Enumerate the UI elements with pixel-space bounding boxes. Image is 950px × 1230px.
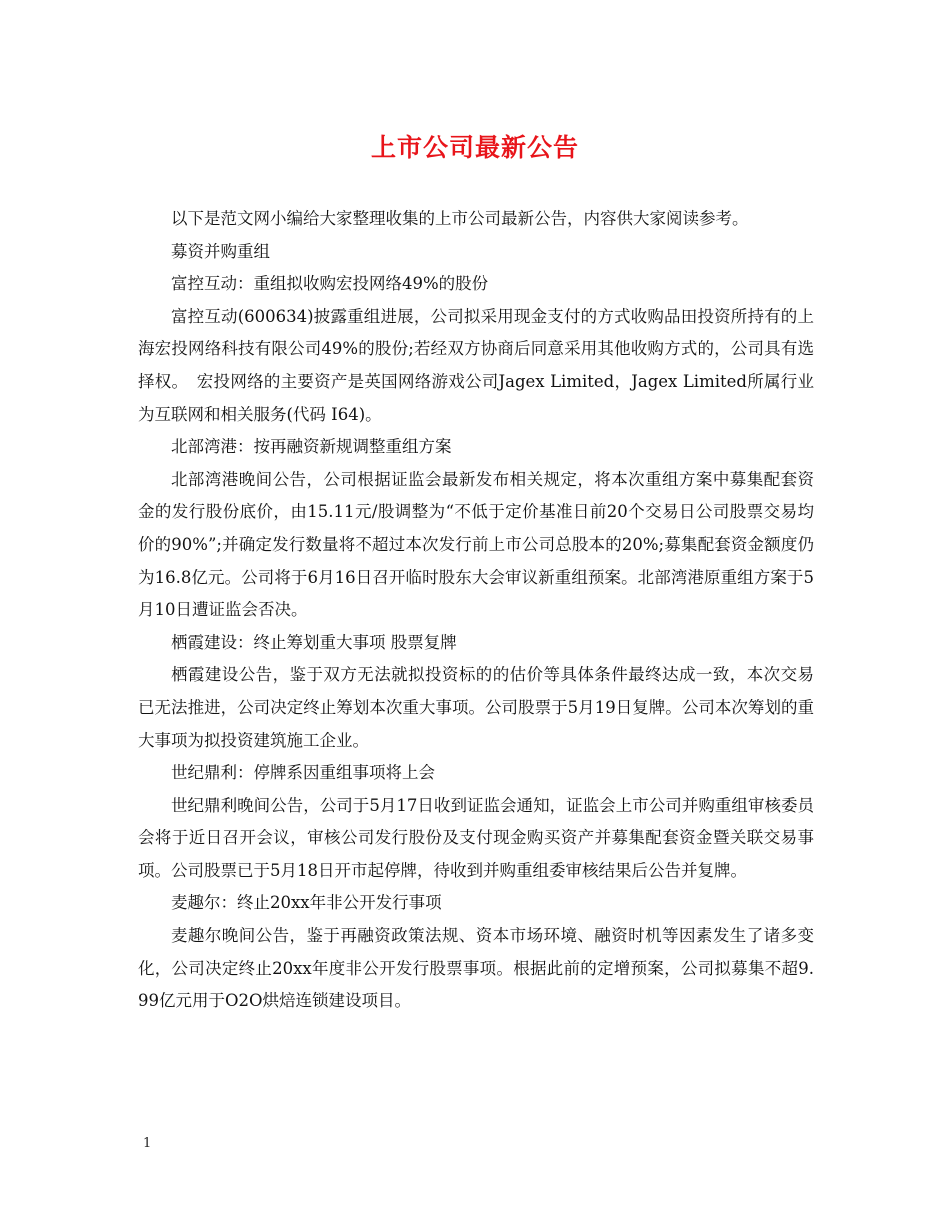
news-body: 富控互动(600634)披露重组进展，公司拟采用现金支付的方式收购品田投资所持有的上海宏投网络科技有限公司49%的股份;若经双方协商后同意采用其他收购方式的，公司具有选择权。 宏投网络的主要资产是英国网络游戏公司Jagex Limited，Jagex Limited所属行业为互联网和相关服务(代码 I64)。 xyxy=(138,306,814,424)
news-headline: 富控互动：重组拟收购宏投网络49%的股份 xyxy=(171,274,489,294)
news-body: 栖霞建设公告，鉴于双方无法就拟投资标的的估价等具体条件最终达成一致，本次交易已无法推进，公司决定终止筹划本次重大事项。公司股票于5月19日复牌。公司本次筹划的重大事项为拟投资建筑施工企业。 xyxy=(138,665,814,750)
news-headline: 栖霞建设：终止筹划重大事项 股票复牌 xyxy=(171,632,457,652)
news-headline: 世纪鼎利：停牌系因重组事项将上会 xyxy=(171,763,435,783)
news-body: 世纪鼎利晚间公告，公司于5月17日收到证监会通知，证监会上市公司并购重组审核委员会将于近日召开会议，审核公司发行股份及支付现金购买资产并募集配套资金暨关联交易事项。公司股票已于5月18日开市起停牌，待收到并购重组委审核结果后公告并复牌。 xyxy=(138,795,814,880)
news-headline: 麦趣尔：终止20xx年非公开发行事项 xyxy=(171,893,442,913)
page-number: 1 xyxy=(143,1136,152,1151)
news-body: 麦趣尔晚间公告，鉴于再融资政策法规、资本市场环境、融资时机等因素发生了诸多变化，公司决定终止20xx年度非公开发行股票事项。根据此前的定增预案，公司拟募集不超9.99亿元用于O2O烘焙连锁建设项目。 xyxy=(138,926,814,1011)
section-heading: 募资并购重组 xyxy=(171,241,270,261)
news-body: 北部湾港晚间公告，公司根据证监会最新发布相关规定，将本次重组方案中募集配套资金的发行股份底价，由15.11元/股调整为“不低于定价基准日前20个交易日公司股票交易均价的90%”;并确定发行数量将不超过本次发行前上市公司总股本的20%;募集配套资金额度仍为16.8亿元。公司将于6月16日召开临时股东大会审议新重组预案。北部湾港原重组方案于5月10日遭证监会否决。 xyxy=(138,469,814,620)
intro-paragraph: 以下是范文网小编给大家整理收集的上市公司最新公告，内容供大家阅读参考。 xyxy=(171,209,749,228)
document-title: 上市公司最新公告 xyxy=(370,133,579,162)
document-body xyxy=(138,203,814,1018)
news-headline: 北部湾港：按再融资新规调整重组方案 xyxy=(171,437,452,457)
